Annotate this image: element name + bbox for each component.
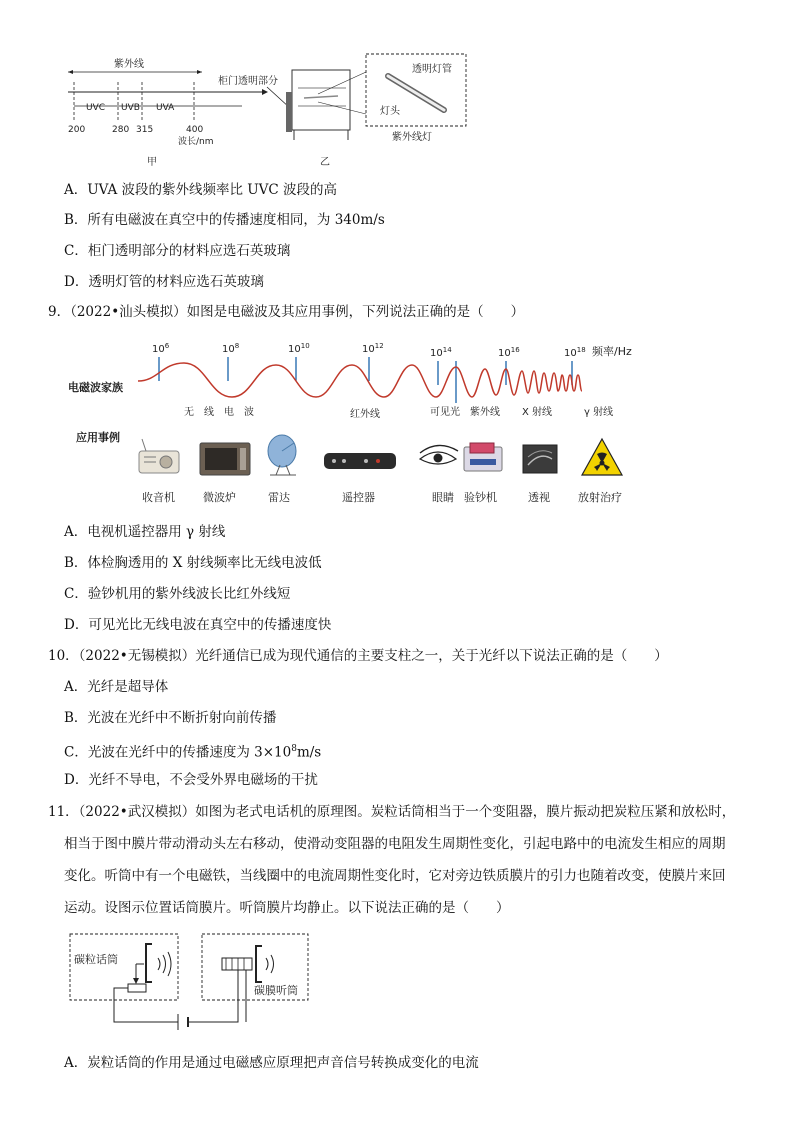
q9-option-a: A．电视机遥控器用 γ 射线 [64,524,226,540]
band-infrared: 红外线 [350,409,380,420]
em-wave [138,363,582,397]
q10-option-d: D．光纤不导电，不会受外界电磁场的干扰 [64,772,318,788]
q9-stem: 9．（2022•汕头模拟）如图是电磁波及其应用事例，下列说法正确的是（ ） [48,304,525,320]
app-radar: 雷达 [268,491,290,504]
rheostat [128,984,146,992]
freq-tick-label: $10^{10}$ [288,342,310,355]
q9-option-d: D．可见光比无线电波在真空中的传播速度快 [64,617,332,633]
mic-diaphragm [146,944,171,982]
lamp-head-label: 灯头 [380,106,400,117]
q10-option-b: B．光波在光纤中不断折射向前传播 [64,710,277,726]
q9-option-c: C．验钞机用的紫外线波长比红外线短 [64,586,291,602]
q11-stem-line: 相当于图中膜片带动滑动头左右移动，使滑动变阻器的电阻发生周期性变化，引起电路中的电流发生相应的周期 [64,836,726,852]
caption-yi: 乙 [320,157,330,168]
freq-tick-label: $10^{12}$ [362,342,384,355]
band-radio: 无 线 电 波 [184,407,254,418]
money-detector-icon [464,443,502,471]
app-money-detector: 验钞机 [464,491,497,504]
q8-option-a: A．UVA 波段的紫外线频率比 UVC 波段的高 [64,182,338,198]
app-microwave: 微波炉 [203,491,236,504]
freq-tick-label: $10^8$ [222,342,240,355]
q10-option-c: C．光波在光纤中的传播速度为 $3\times 10^8m/s$ [64,744,322,761]
freq-tick-label: $10^6$ [152,342,170,355]
em-family-label: 电磁波家族 [68,381,123,394]
radiation-icon [582,439,622,475]
app-xray: 透视 [528,491,550,504]
uva-band-label: UVA [156,103,175,113]
xray-film-icon [523,445,557,473]
freq-tick-label: $10^{14}$ [430,346,452,359]
app-remote: 遥控器 [342,491,375,504]
figure-em-spectrum [66,335,646,510]
app-eye: 眼睛 [432,491,454,504]
uv-spectrum-diagram [68,57,268,168]
carbon-earpiece-label: 碳膜听筒 [254,984,298,997]
microwave-icon [200,443,250,475]
tick-label: 315 [136,125,154,135]
q10-option-a: A．光纤是超导体 [64,679,169,695]
app-radio: 收音机 [142,491,175,504]
radar-icon [268,435,296,475]
q8-option-c: C．柜门透明部分的材料应选石英玻璃 [64,243,291,259]
tick-label: 280 [112,125,130,135]
freq-tick-label: $10^{18}$ [564,346,586,359]
freq-unit-label: 频率/Hz [592,345,632,358]
q11-stem-line: 11．（2022•武汉模拟）如图为老式电话机的原理图。炭粒话筒相当于一个变阻器，膜片振动把炭粒压紧和放松时， [48,804,736,820]
q9-option-b: B．体检胸透用的 X 射线频率比无线电波低 [64,555,322,571]
band-gamma: γ 射线 [584,407,614,418]
tick-label: 200 [68,125,86,135]
figure-uv-disinfection [62,48,482,172]
applications-label: 应用事例 [76,431,120,444]
q8-option-b: B．所有电磁波在真空中的传播速度相同，为 340m/s [64,212,385,228]
carbon-mic-label: 碳粒话筒 [74,953,118,966]
earpiece-diaphragm [256,946,274,982]
wavelength-axis-label: 波长/nm [178,137,214,147]
remote-control-icon [324,453,396,469]
uvb-band-label: UVB [121,103,140,113]
door-transparent-label: 柜门透明部分 [218,76,278,87]
uvc-band-label: UVC [86,103,106,113]
q10-stem: 10．（2022•无锡模拟）光纤通信已成为现代通信的主要支柱之一，关于光纤以下说法正确的是（ ） [48,648,668,664]
radio-icon [139,439,179,473]
q11-option-a: A．炭粒话筒的作用是通过电磁感应原理把声音信号转换成变化的电流 [64,1055,479,1071]
q8-option-d: D．透明灯管的材料应选石英玻璃 [64,274,264,290]
uv-lamp-label: 紫外线灯 [392,132,432,143]
band-xray: X 射线 [522,407,553,418]
eye-icon [420,445,458,464]
freq-tick-label: $10^{16}$ [498,346,520,359]
band-visible: 可见光 [430,407,460,418]
tube-label: 透明灯管 [412,64,452,75]
band-ultraviolet: 紫外线 [470,407,500,418]
q11-stem-line: 变化。听筒中有一个电磁铁，当线圈中的电流周期性变化时，它对旁边铁质膜片的引力也随着改变，使膜片来回 [64,868,726,884]
cabinet-diagram [218,54,466,168]
tick-label: 400 [186,125,204,135]
app-radiotherapy: 放射治疗 [578,491,622,504]
figure-telephone-circuit [66,928,316,1038]
caption-jia: 甲 [147,157,157,168]
uv-label: 紫外线 [114,59,144,70]
q11-stem-line: 运动。设图示位置话筒膜片。听筒膜片均静止。以下说法正确的是（ ） [64,900,510,916]
electromagnet-coil [222,958,252,970]
